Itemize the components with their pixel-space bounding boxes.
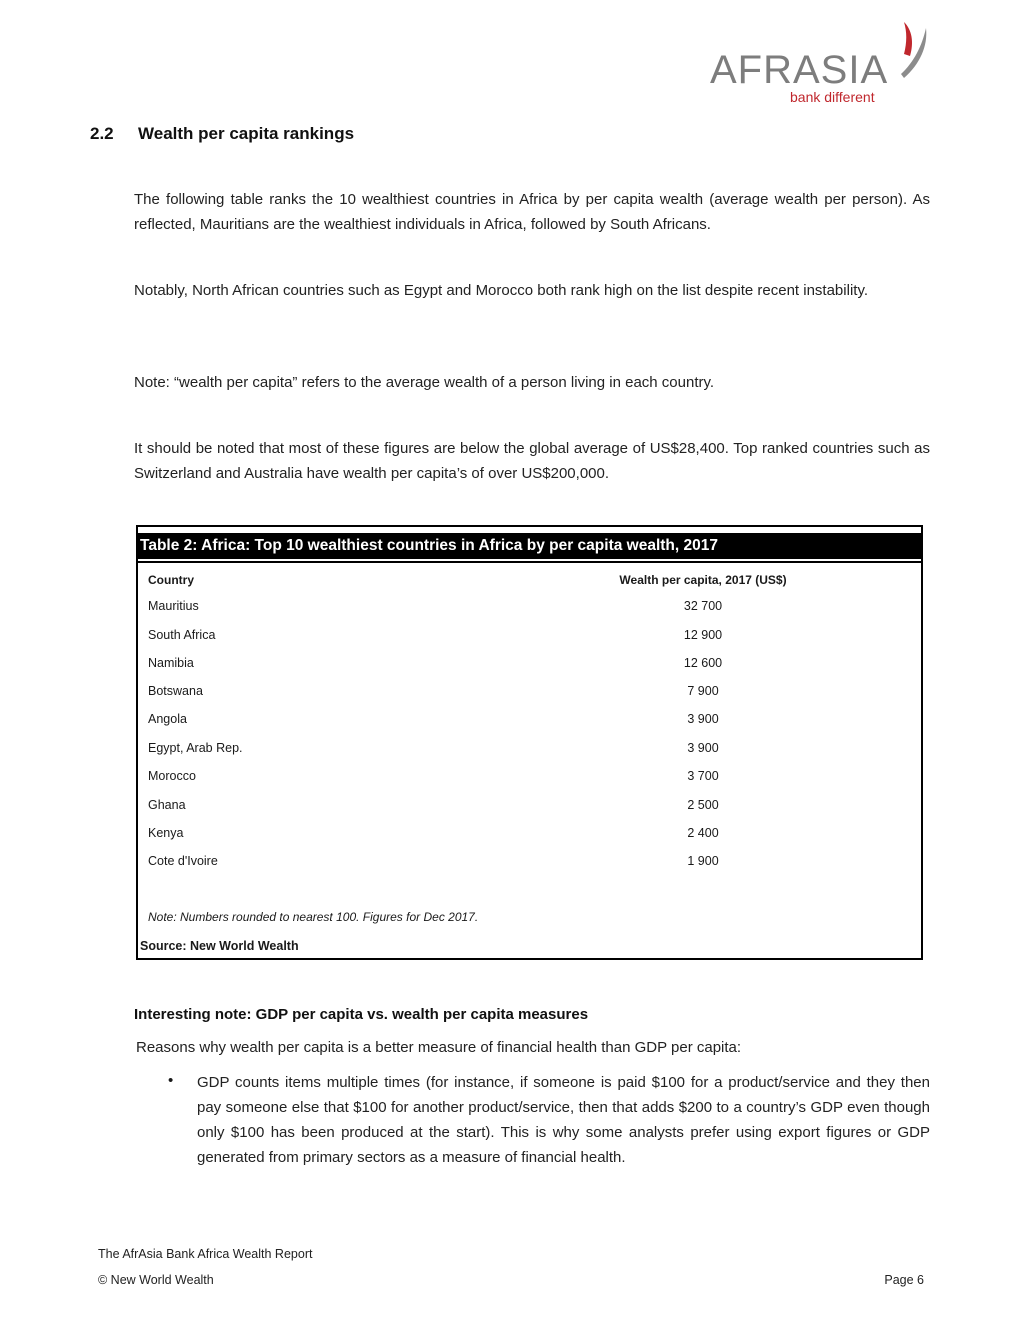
cell-country: Mauritius (148, 599, 199, 613)
table-row (138, 798, 921, 818)
table-row (138, 741, 921, 761)
cell-country: Angola (148, 712, 187, 726)
cell-wealth: 12 600 (683, 656, 723, 670)
table-source: Source: New World Wealth (140, 939, 299, 953)
footer-report-title: The AfrAsia Bank Africa Wealth Report (98, 1247, 313, 1261)
cell-country: Botswana (148, 684, 203, 698)
footer-copyright: © New World Wealth (98, 1273, 214, 1287)
paragraph-global-average: It should be noted that most of these figures are below the global average of US$28,400. Top ranked countries such as Switzerland and Australia have wealth per capita’s of over US$200,000. (134, 440, 930, 482)
cell-wealth: 12 900 (683, 628, 723, 642)
interesting-note-intro: Reasons why wealth per capita is a better measure of financial health than GDP per capita: (136, 1039, 742, 1056)
cell-wealth: 3 700 (687, 769, 719, 783)
cell-country: Morocco (148, 769, 196, 783)
paragraph-intro: The following table ranks the 10 wealthiest countries in Africa by per capita wealth (average wealth per person). As reflected, Mauritians are the wealthiest individuals in Africa, followed by South Africans. (134, 191, 930, 233)
bullet-gdp-double-counting: GDP counts items multiple times (for instance, if someone is paid $100 for a product/service and they then pay someone else that $100 for another product/service, then that adds $200 to a country’s GDP even though only $100 has been produced at the start). This is why some analysts prefer using export figures or GDP generated from primary sectors as a measure of financial health. (197, 1074, 930, 1166)
cell-country: Kenya (148, 826, 184, 840)
table-row (138, 712, 921, 732)
table-row (138, 769, 921, 789)
section-heading (90, 124, 354, 144)
paragraph-definition-note: Note: “wealth per capita” refers to the average wealth of a person living in each country. (134, 374, 715, 391)
page-number: Page 6 (884, 1273, 924, 1287)
cell-country: Ghana (148, 798, 186, 812)
wealth-table (136, 525, 923, 960)
cell-country: South Africa (148, 628, 216, 642)
column-header-country: Country (148, 573, 194, 587)
section-number: 2.2 (90, 124, 114, 143)
afrasia-logo (706, 20, 938, 110)
table-row (138, 854, 921, 874)
section-title: Wealth per capita rankings (138, 124, 355, 143)
table-row (138, 826, 921, 846)
table-row (138, 599, 921, 619)
table-row (138, 684, 921, 704)
paragraph-north-africa: Notably, North African countries such as Egypt and Morocco both rank high on the list despite recent instability. (134, 282, 868, 299)
column-header-wealth: Wealth per capita, 2017 (US$) (619, 573, 787, 587)
cell-wealth: 2 400 (687, 826, 719, 840)
cell-wealth: 1 900 (687, 854, 719, 868)
cell-wealth: 3 900 (687, 712, 719, 726)
cell-country: Egypt, Arab Rep. (148, 741, 243, 755)
interesting-note-heading: Interesting note: GDP per capita vs. wealth per capita measures (134, 1006, 589, 1023)
logo-wordmark: AFRASIA (710, 48, 889, 92)
bullet-icon: • (168, 1072, 174, 1089)
table-note: Note: Numbers rounded to nearest 100. Figures for Dec 2017. (148, 910, 479, 924)
table-row (138, 656, 921, 676)
table-title: Table 2: Africa: Top 10 wealthiest countries in Africa by per capita wealth, 2017 (138, 533, 921, 559)
cell-country: Namibia (148, 656, 194, 670)
table-row (138, 628, 921, 648)
cell-wealth: 2 500 (687, 798, 719, 812)
cell-wealth: 32 700 (683, 599, 723, 613)
cell-wealth: 7 900 (687, 684, 719, 698)
logo-tagline: bank different (790, 89, 875, 105)
cell-country: Cote d'Ivoire (148, 854, 218, 868)
table-divider (138, 561, 921, 563)
cell-wealth: 3 900 (687, 741, 719, 755)
